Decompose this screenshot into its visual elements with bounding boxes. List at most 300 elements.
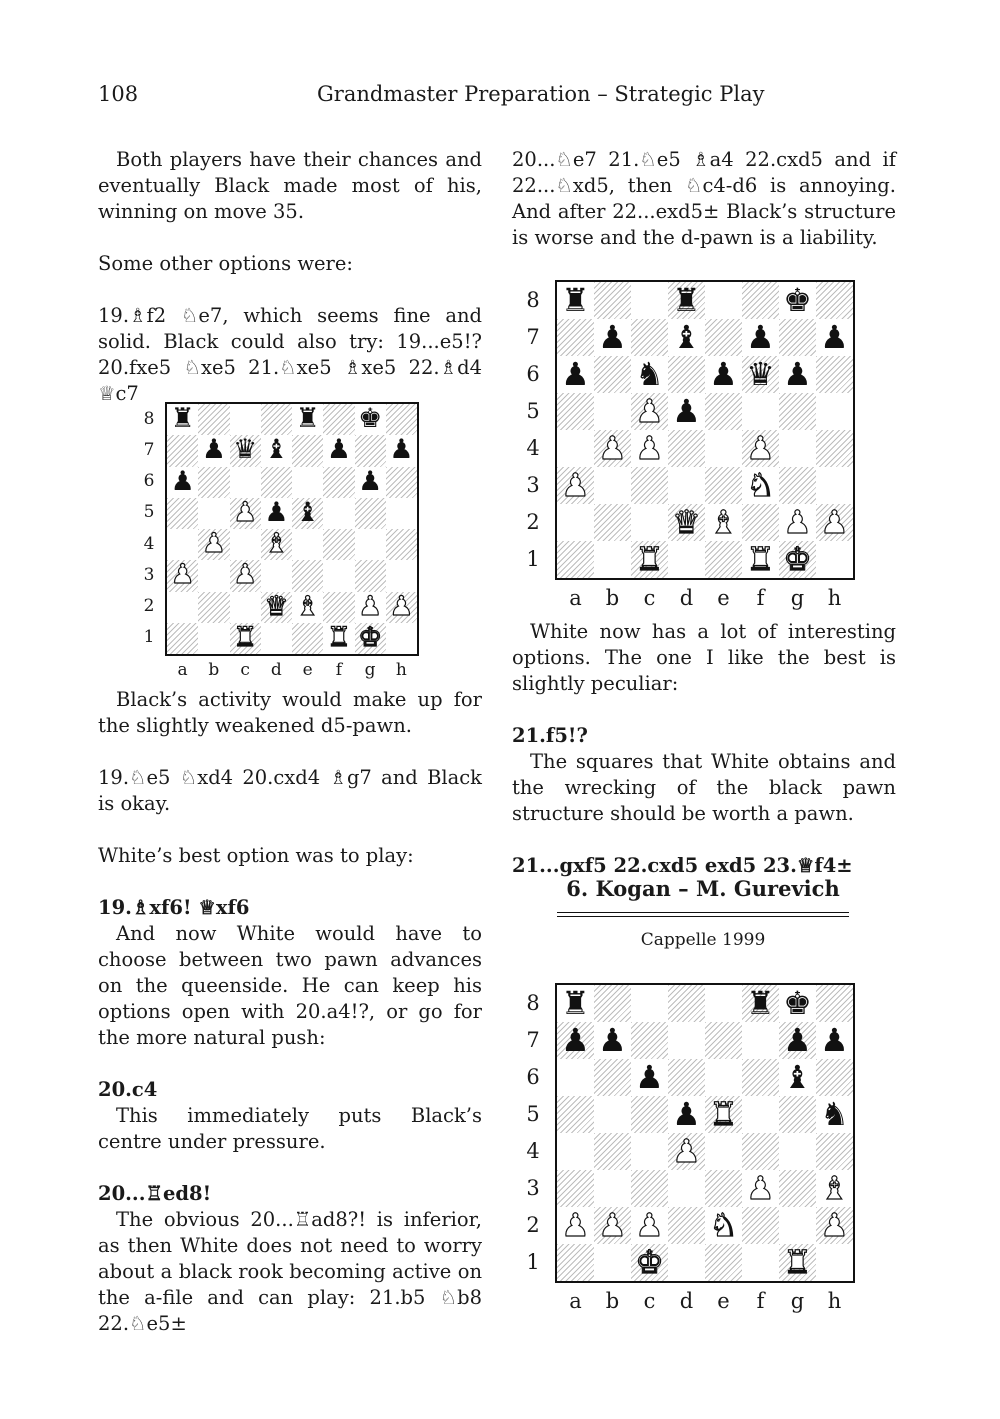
square-b5	[198, 498, 229, 529]
square-d2	[261, 592, 292, 623]
square-e8	[705, 282, 742, 319]
square-h7	[386, 435, 417, 466]
square-g7	[779, 319, 816, 356]
square-d4	[668, 1133, 705, 1170]
file-label: b	[605, 586, 620, 610]
square-c3	[631, 467, 668, 504]
rank-label: 2	[526, 1212, 540, 1237]
square-h8	[386, 404, 417, 435]
file-label: f	[756, 1289, 765, 1313]
square-c5	[631, 1096, 668, 1133]
square-f8	[742, 985, 779, 1022]
black-bishop-icon: ♝	[672, 317, 701, 356]
rank-label: 4	[143, 533, 155, 554]
square-g3	[355, 560, 386, 591]
white-pawn-icon: ♟	[746, 1168, 775, 1207]
rank-label: 3	[526, 472, 540, 497]
square-c1	[631, 541, 668, 578]
square-e2	[705, 1207, 742, 1244]
black-rook-icon: ♜	[170, 403, 195, 435]
black-pawn-icon: ♟	[598, 1020, 627, 1059]
paragraph: Black’s activity would make up for the slightly weakened d5-pawn.	[98, 688, 482, 737]
square-e4	[705, 1133, 742, 1170]
white-king-icon: ♚	[358, 621, 383, 653]
black-bishop-icon: ♝	[783, 1057, 812, 1096]
move-line: 21.f5!?	[512, 724, 588, 747]
square-h3	[816, 467, 853, 504]
square-f7	[742, 319, 779, 356]
square-e1	[705, 541, 742, 578]
square-b7	[198, 435, 229, 466]
white-rook-icon: ♜	[709, 1094, 738, 1133]
square-h6	[386, 467, 417, 498]
square-h5	[386, 498, 417, 529]
square-c4	[631, 1133, 668, 1170]
square-f2	[742, 504, 779, 541]
square-g6	[779, 1059, 816, 1096]
file-label: a	[569, 586, 582, 610]
square-h1	[816, 1244, 853, 1281]
file-label: d	[679, 1289, 694, 1313]
square-b1	[594, 541, 631, 578]
square-g7	[355, 435, 386, 466]
rank-label: 2	[143, 596, 155, 617]
square-d4	[261, 529, 292, 560]
white-king-icon: ♚	[635, 1242, 664, 1281]
divider	[557, 916, 849, 917]
square-f1	[742, 541, 779, 578]
rank-label: 7	[526, 324, 540, 349]
square-c5	[230, 498, 261, 529]
rank-label: 6	[526, 361, 540, 386]
white-rook-icon: ♜	[233, 621, 258, 653]
square-e5	[292, 498, 323, 529]
square-a2	[557, 1207, 594, 1244]
game-venue: Cappelle 1999	[640, 930, 766, 950]
white-king-icon: ♚	[783, 539, 812, 578]
rank-label: 8	[143, 408, 155, 429]
file-label: f	[335, 660, 343, 680]
running-title: Grandmaster Preparation – Strategic Play	[317, 82, 765, 106]
white-pawn-icon: ♟	[820, 1205, 849, 1244]
square-a1	[557, 1244, 594, 1281]
square-e6	[292, 467, 323, 498]
square-e5	[705, 393, 742, 430]
square-h8	[816, 282, 853, 319]
square-d8	[261, 404, 292, 435]
black-pawn-icon: ♟	[783, 354, 812, 393]
square-b7	[594, 1022, 631, 1059]
file-label: b	[208, 660, 220, 680]
square-d7	[261, 435, 292, 466]
black-pawn-icon: ♟	[561, 1020, 590, 1059]
square-d3	[668, 1170, 705, 1207]
file-label: c	[643, 586, 656, 610]
square-g2	[779, 504, 816, 541]
paragraph: 19.♘e5 ♘xd4 20.cxd4 ♗g7 and Black is okay.	[98, 766, 482, 815]
white-pawn-icon: ♟	[561, 1205, 590, 1244]
square-b6	[594, 1059, 631, 1096]
rank-label: 4	[526, 1138, 540, 1163]
square-h2	[816, 504, 853, 541]
square-e5	[705, 1096, 742, 1133]
white-pawn-icon: ♟	[635, 1205, 664, 1244]
file-label: h	[827, 586, 842, 610]
black-pawn-icon: ♟	[672, 391, 701, 430]
square-d2	[668, 1207, 705, 1244]
square-a7	[167, 435, 198, 466]
rank-label: 8	[526, 990, 540, 1015]
square-h2	[816, 1207, 853, 1244]
square-g6	[355, 467, 386, 498]
square-e2	[292, 592, 323, 623]
square-g2	[779, 1207, 816, 1244]
rank-label: 5	[526, 1101, 540, 1126]
square-b4	[198, 529, 229, 560]
board-grid	[555, 280, 855, 580]
square-d5	[668, 393, 705, 430]
square-e7	[292, 435, 323, 466]
square-g3	[779, 1170, 816, 1207]
white-pawn-icon: ♟	[672, 1131, 701, 1170]
square-b8	[594, 985, 631, 1022]
square-g4	[355, 529, 386, 560]
square-h4	[816, 430, 853, 467]
square-a3	[167, 560, 198, 591]
square-e7	[705, 1022, 742, 1059]
move-line: 21...gxf5 22.cxd5 exd5 23.♕f4±	[512, 854, 853, 877]
square-h6	[816, 1059, 853, 1096]
file-label: a	[569, 1289, 582, 1313]
square-c3	[230, 560, 261, 591]
square-g5	[355, 498, 386, 529]
paragraph: The squares that White obtains and the wrecking of the black pawn structure should be worth a pawn.	[512, 750, 896, 825]
black-pawn-icon: ♟	[561, 354, 590, 393]
file-label: d	[679, 586, 694, 610]
square-e3	[705, 1170, 742, 1207]
black-pawn-icon: ♟	[635, 1057, 664, 1096]
rank-label: 5	[526, 398, 540, 423]
square-e3	[292, 560, 323, 591]
square-b5	[594, 393, 631, 430]
square-g4	[779, 430, 816, 467]
square-c8	[631, 985, 668, 1022]
white-pawn-icon: ♟	[783, 502, 812, 541]
white-bishop-icon: ♝	[295, 590, 320, 622]
square-d6	[261, 467, 292, 498]
black-rook-icon: ♜	[295, 403, 320, 435]
rank-label: 5	[143, 502, 155, 523]
square-f7	[323, 435, 354, 466]
square-d2	[668, 504, 705, 541]
white-pawn-icon: ♟	[598, 1205, 627, 1244]
square-h1	[816, 541, 853, 578]
square-h2	[386, 592, 417, 623]
square-h3	[816, 1170, 853, 1207]
black-knight-icon: ♞	[820, 1094, 849, 1133]
square-e4	[292, 529, 323, 560]
square-b1	[198, 623, 229, 654]
white-knight-icon: ♞	[746, 465, 775, 504]
black-queen-icon: ♛	[746, 354, 775, 393]
square-h1	[386, 623, 417, 654]
square-c1	[631, 1244, 668, 1281]
square-d8	[668, 282, 705, 319]
white-pawn-icon: ♟	[598, 428, 627, 467]
square-h5	[816, 393, 853, 430]
square-e7	[705, 319, 742, 356]
white-pawn-icon: ♟	[635, 428, 664, 467]
square-f2	[323, 592, 354, 623]
square-a6	[557, 1059, 594, 1096]
white-bishop-icon: ♝	[820, 1168, 849, 1207]
square-h3	[386, 560, 417, 591]
black-rook-icon: ♜	[672, 280, 701, 319]
square-a8	[167, 404, 198, 435]
black-king-icon: ♚	[783, 280, 812, 319]
file-label: h	[395, 660, 407, 680]
black-pawn-icon: ♟	[264, 496, 289, 528]
file-label: g	[790, 586, 805, 610]
black-pawn-icon: ♟	[389, 434, 414, 466]
square-d1	[668, 1244, 705, 1281]
square-d6	[668, 356, 705, 393]
square-h8	[816, 985, 853, 1022]
left-column-top	[98, 147, 482, 407]
file-label: h	[827, 1289, 842, 1313]
square-h5	[816, 1096, 853, 1133]
file-label: c	[240, 660, 250, 680]
file-label: g	[790, 1289, 805, 1313]
square-g2	[355, 592, 386, 623]
square-d4	[668, 430, 705, 467]
black-rook-icon: ♜	[561, 983, 590, 1022]
black-rook-icon: ♜	[561, 280, 590, 319]
rank-label: 4	[526, 435, 540, 460]
square-g8	[779, 985, 816, 1022]
black-pawn-icon: ♟	[709, 354, 738, 393]
board-grid	[165, 402, 419, 656]
square-e6	[705, 1059, 742, 1096]
file-label: e	[717, 586, 730, 610]
square-g8	[355, 404, 386, 435]
square-d3	[261, 560, 292, 591]
square-f4	[742, 430, 779, 467]
square-a8	[557, 985, 594, 1022]
left-column-bottom	[98, 687, 482, 1337]
square-c2	[631, 504, 668, 541]
white-queen-icon: ♛	[264, 590, 289, 622]
white-pawn-icon: ♟	[170, 559, 195, 591]
square-f5	[742, 1096, 779, 1133]
square-h4	[386, 529, 417, 560]
board-grid	[555, 983, 855, 1283]
square-a3	[557, 467, 594, 504]
square-f8	[742, 282, 779, 319]
square-h6	[816, 356, 853, 393]
square-b5	[594, 1096, 631, 1133]
black-pawn-icon: ♟	[783, 1020, 812, 1059]
square-e2	[705, 504, 742, 541]
white-knight-icon: ♞	[709, 1205, 738, 1244]
paragraph: And now White would have to choose between two pawn advances on the queenside. He can keep his options open with 20.a4!?, or go for the more natural push:	[98, 922, 482, 1049]
square-c7	[230, 435, 261, 466]
square-a7	[557, 319, 594, 356]
square-g1	[355, 623, 386, 654]
move-line: 19.♗xf6! ♕xf6	[98, 896, 250, 919]
square-c6	[631, 356, 668, 393]
file-label: e	[302, 660, 313, 680]
black-bishop-icon: ♝	[295, 496, 320, 528]
paragraph: White now has a lot of interesting options. The one I like the best is slightly peculiar:	[512, 620, 896, 695]
square-a5	[557, 393, 594, 430]
square-a1	[167, 623, 198, 654]
move-line: 20.c4	[98, 1078, 158, 1101]
square-e3	[705, 467, 742, 504]
square-c2	[631, 1207, 668, 1244]
square-a8	[557, 282, 594, 319]
square-f2	[742, 1207, 779, 1244]
square-a2	[557, 504, 594, 541]
square-a1	[557, 541, 594, 578]
square-d8	[668, 985, 705, 1022]
black-pawn-icon: ♟	[326, 434, 351, 466]
square-e1	[705, 1244, 742, 1281]
divider	[557, 912, 849, 913]
square-f3	[742, 467, 779, 504]
square-g8	[779, 282, 816, 319]
file-label: d	[270, 660, 282, 680]
rank-label: 1	[526, 546, 540, 571]
black-king-icon: ♚	[358, 403, 383, 435]
square-c4	[631, 430, 668, 467]
square-c2	[230, 592, 261, 623]
square-b2	[594, 504, 631, 541]
white-rook-icon: ♜	[783, 1242, 812, 1281]
square-c8	[230, 404, 261, 435]
square-d5	[668, 1096, 705, 1133]
file-label: e	[717, 1289, 730, 1313]
square-b8	[594, 282, 631, 319]
square-d7	[668, 319, 705, 356]
square-f6	[742, 356, 779, 393]
square-b4	[594, 1133, 631, 1170]
square-f3	[742, 1170, 779, 1207]
paragraph: Some other options were:	[98, 252, 353, 275]
square-e1	[292, 623, 323, 654]
rank-label: 2	[526, 509, 540, 534]
square-c4	[230, 529, 261, 560]
square-c8	[631, 282, 668, 319]
file-label: g	[364, 660, 376, 680]
square-a4	[557, 1133, 594, 1170]
right-column-top	[512, 147, 896, 251]
square-h4	[816, 1133, 853, 1170]
rank-label: 1	[143, 627, 155, 648]
rank-label: 7	[143, 439, 155, 460]
move-line: 20...♖ed8!	[98, 1182, 212, 1205]
square-c7	[631, 319, 668, 356]
black-pawn-icon: ♟	[358, 465, 383, 497]
white-pawn-icon: ♟	[635, 391, 664, 430]
rank-label: 7	[526, 1027, 540, 1052]
rank-label: 6	[143, 471, 155, 492]
paragraph: 20...♘e7 21.♘e5 ♗a4 22.cxd5 and if 22...♘xd5, then ♘c4-d6 is annoying. And after 22...exd5± Black’s structure is worse and the d-pawn is a liability.	[512, 148, 896, 249]
square-h7	[816, 319, 853, 356]
square-f6	[323, 467, 354, 498]
square-c1	[230, 623, 261, 654]
black-queen-icon: ♛	[233, 434, 258, 466]
square-e6	[705, 356, 742, 393]
square-d1	[668, 541, 705, 578]
paragraph: White’s best option was to play:	[98, 844, 414, 867]
white-queen-icon: ♛	[672, 502, 701, 541]
white-pawn-icon: ♟	[561, 465, 590, 504]
white-pawn-icon: ♟	[389, 590, 414, 622]
square-g1	[779, 1244, 816, 1281]
black-pawn-icon: ♟	[746, 317, 775, 356]
black-pawn-icon: ♟	[170, 465, 195, 497]
square-d3	[668, 467, 705, 504]
square-g5	[779, 393, 816, 430]
square-b2	[198, 592, 229, 623]
square-e4	[705, 430, 742, 467]
square-g3	[779, 467, 816, 504]
square-b6	[594, 356, 631, 393]
white-rook-icon: ♜	[746, 539, 775, 578]
square-b3	[594, 1170, 631, 1207]
square-b8	[198, 404, 229, 435]
black-bishop-icon: ♝	[264, 434, 289, 466]
white-pawn-icon: ♟	[233, 559, 258, 591]
square-c6	[230, 467, 261, 498]
paragraph: 19.♗f2 ♘e7, which seems fine and solid. Black could also try: 19...e5!? 20.fxe5 ♘xe5 21.♘xe5 ♗xe5 22.♗d4 ♕c7	[98, 304, 482, 405]
square-b3	[594, 467, 631, 504]
white-rook-icon: ♜	[326, 621, 351, 653]
square-e8	[705, 985, 742, 1022]
square-f5	[742, 393, 779, 430]
black-pawn-icon: ♟	[672, 1094, 701, 1133]
square-f6	[742, 1059, 779, 1096]
black-knight-icon: ♞	[635, 354, 664, 393]
square-b4	[594, 430, 631, 467]
square-c7	[631, 1022, 668, 1059]
square-f8	[323, 404, 354, 435]
white-rook-icon: ♜	[635, 539, 664, 578]
file-label: c	[643, 1289, 656, 1313]
square-d7	[668, 1022, 705, 1059]
square-c6	[631, 1059, 668, 1096]
square-g5	[779, 1096, 816, 1133]
square-f4	[742, 1133, 779, 1170]
white-bishop-icon: ♝	[709, 502, 738, 541]
square-b3	[198, 560, 229, 591]
black-pawn-icon: ♟	[201, 434, 226, 466]
square-a3	[557, 1170, 594, 1207]
rank-label: 1	[526, 1249, 540, 1274]
square-d6	[668, 1059, 705, 1096]
square-a5	[557, 1096, 594, 1133]
square-b1	[594, 1244, 631, 1281]
square-d1	[261, 623, 292, 654]
white-pawn-icon: ♟	[201, 528, 226, 560]
rank-label: 3	[143, 564, 155, 585]
square-g1	[779, 541, 816, 578]
square-a4	[167, 529, 198, 560]
square-a2	[167, 592, 198, 623]
square-h7	[816, 1022, 853, 1059]
white-pawn-icon: ♟	[820, 502, 849, 541]
